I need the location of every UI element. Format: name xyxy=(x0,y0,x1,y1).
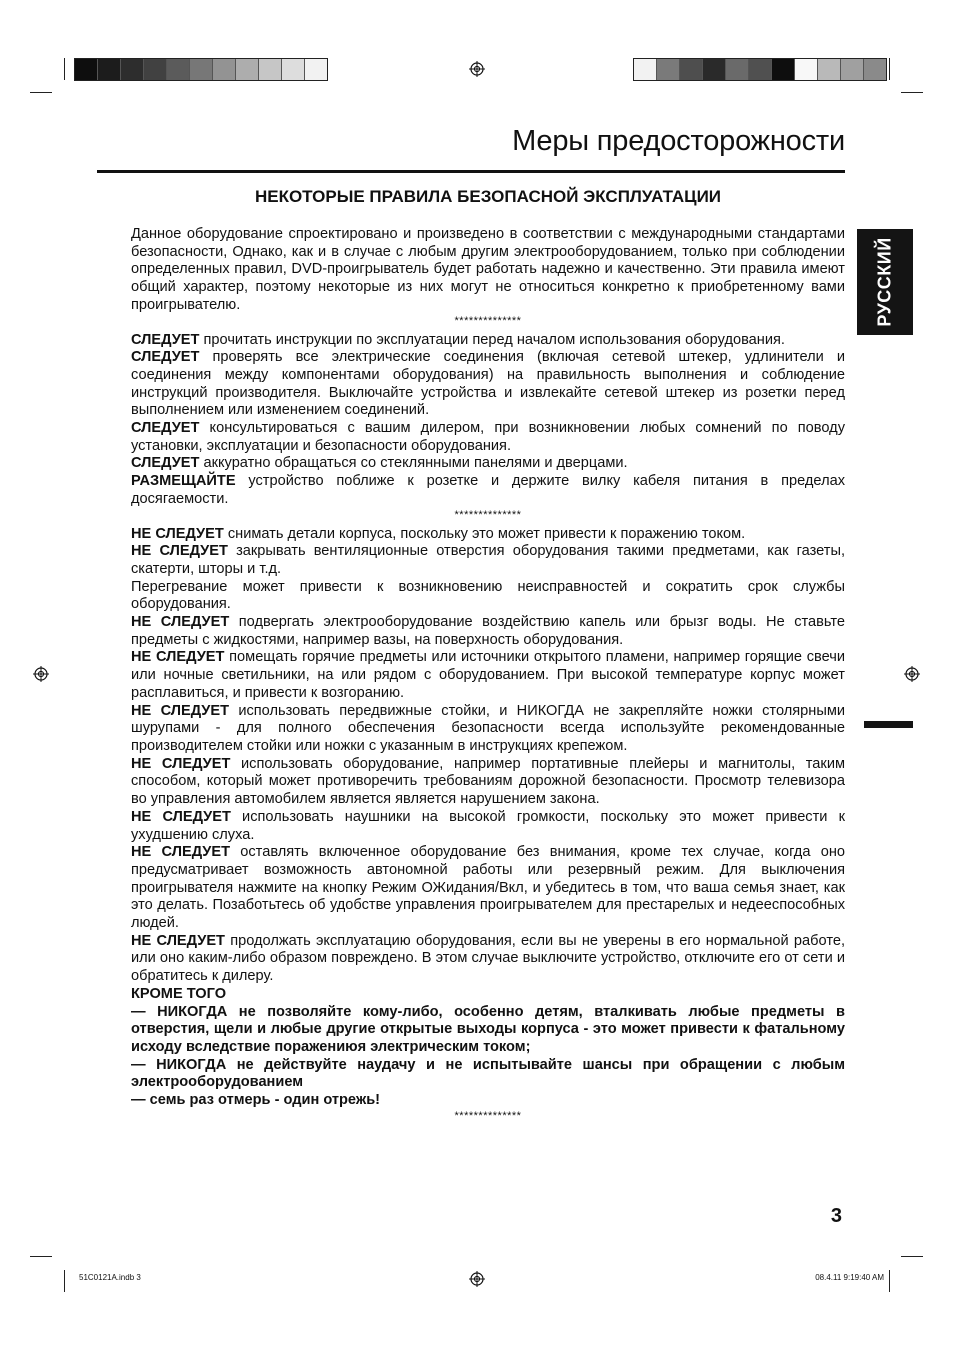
color-swatch xyxy=(213,59,236,80)
color-swatch xyxy=(680,59,703,80)
crop-mark xyxy=(64,58,65,80)
rule-keyword: НЕ СЛЕДУЕТ xyxy=(131,614,230,631)
color-swatch xyxy=(259,59,282,80)
dont-rule-item xyxy=(131,703,845,756)
registration-mark-icon xyxy=(469,1271,485,1287)
rule-keyword: НЕ СЛЕДУЕТ xyxy=(131,649,225,666)
color-swatch xyxy=(726,59,749,80)
registration-mark-icon xyxy=(904,666,920,682)
rule-keyword: СЛЕДУЕТ xyxy=(131,455,200,472)
dont-rules-list xyxy=(131,526,845,986)
title-divider xyxy=(97,170,845,173)
separator: ************** xyxy=(454,1109,522,1122)
besides-heading: КРОМЕ ТОГО xyxy=(131,985,227,1002)
rule-text: помещать горячие предметы или источники открытого пламени, например горящие свечи или ночные светильники, на или рядом с оборудованием. При высокой температуре корпус может расплавиться, и привести к возгоранию. xyxy=(131,649,846,701)
separator: ************** xyxy=(454,314,522,327)
color-strip-right xyxy=(633,58,887,81)
dont-rule-item xyxy=(131,543,845,578)
language-tab-label: РУССКИЙ xyxy=(874,237,895,327)
rule-text: подвергать электрооборудование воздействию капель или брызг воды. Не ставьте предметы с жидкостями, например вазы, на поверхность оборудования. xyxy=(131,614,845,648)
page-number: 3 xyxy=(830,1205,842,1227)
page-title: Меры предосторожности xyxy=(512,125,845,157)
rule-keyword: СЛЕДУЕТ xyxy=(131,349,200,366)
color-swatch xyxy=(634,59,657,80)
crop-mark xyxy=(30,92,52,93)
rule-text: продолжать эксплуатацию оборудования, если вы не уверены в его нормальной работе, или оно каким-либо образом повреждено. В этом случае выключите устройство, отключите его от сети и обратитесь к дилеру. xyxy=(131,932,846,985)
rule-text: прочитать инструкции по эксплуатации перед началом использования оборудования. xyxy=(199,331,785,348)
footer-timestamp: 08.4.11 9:19:40 AM xyxy=(815,1273,884,1282)
color-swatch xyxy=(98,59,121,80)
color-strip-left xyxy=(74,58,328,81)
color-swatch xyxy=(236,59,259,80)
do-rule-item xyxy=(131,349,845,420)
registration-mark-icon xyxy=(469,61,485,77)
rule-text: аккуратно обращаться со стеклянными панелями и дверцами. xyxy=(199,455,628,472)
rule-text: использовать наушники на высокой громкости, поскольку это может привести к ухудшению слуха. xyxy=(131,808,845,843)
color-swatch xyxy=(703,59,726,80)
color-swatch xyxy=(841,59,864,80)
rule-keyword: СЛЕДУЕТ xyxy=(131,331,200,348)
besides-item: — семь раз отмерь - один отрежь! xyxy=(131,1092,381,1109)
crop-mark xyxy=(889,58,890,80)
side-marker-bar xyxy=(864,721,913,728)
dont-rule-item xyxy=(131,933,845,986)
rule-text: устройство поближе к розетке и держите вилку кабеля питания в пределах досягаемости. xyxy=(131,473,845,507)
color-swatch xyxy=(75,59,98,80)
dont-rule-item xyxy=(131,756,845,809)
dont-rule-item xyxy=(131,844,845,933)
do-rules-list xyxy=(131,332,845,509)
rule-keyword: НЕ СЛЕДУЕТ xyxy=(131,808,231,825)
dont-rule-item xyxy=(131,809,845,844)
rule-keyword: НЕ СЛЕДУЕТ xyxy=(131,844,230,861)
rule-keyword: НЕ СЛЕДУЕТ xyxy=(131,543,228,560)
color-swatch xyxy=(864,59,886,80)
rule-text: проверять все электрические соединения (включая сетевой штекер, удлинители и соединения между компонентами оборудования) на правильность выполнения и соблюдение инструкций производителя. Выключайте устройства и извлекайте сетевой штекер из розетки перед выполнением или изменением соединений. xyxy=(131,349,845,419)
crop-mark xyxy=(30,1256,52,1257)
registration-mark-icon xyxy=(33,666,49,682)
color-swatch xyxy=(657,59,680,80)
color-swatch xyxy=(144,59,167,80)
color-swatch xyxy=(772,59,795,80)
crop-mark xyxy=(889,1270,890,1292)
dont-rule-item xyxy=(131,614,845,649)
rule-keyword: СЛЕДУЕТ xyxy=(131,420,200,437)
crop-mark xyxy=(901,1256,923,1257)
color-swatch xyxy=(190,59,213,80)
rule-keyword: НЕ СЛЕДУЕТ xyxy=(131,525,224,542)
besides-item: — НИКОГДА не позволяйте кому-либо, особенно детям, вталкивать любые предметы в отверстия, щели и любые другие открытые выходы корпуса - это может привести к фатальному исходу вследствие поражениюя электрическим током; xyxy=(131,1003,845,1055)
rule-text: Перегревание может привести к возникновению неисправностей и сократить срок службы оборудования. xyxy=(131,578,845,613)
do-rule-item xyxy=(131,332,845,350)
color-swatch xyxy=(818,59,841,80)
safety-rules-body xyxy=(131,226,845,1123)
intro-paragraph: Данное оборудование спроектировано и произведено в соответствии с международными стандартами безопасности, Однако, как и в случае с любым другим электрооборудованием, только при соблюдении определенных правил, DVD-проигрыватель будет работать надежно и качественно. Эти правила имеют общий характер, поэтому некоторые из них могут не относиться конкретно к приобретенному вами проигрывателю. xyxy=(131,226,845,313)
crop-mark xyxy=(64,1270,65,1292)
color-swatch xyxy=(121,59,144,80)
color-swatch xyxy=(282,59,305,80)
rule-text: использовать передвижные стойки, и НИКОГДА не закрепляйте ножки столярными шурупами - для полного обеспечения безопасности всегда используйте рекомендованные производителем стойки или ножки с указанным в инструкциях крепежом. xyxy=(131,702,846,754)
dont-rule-item xyxy=(131,579,845,614)
rule-text: консультироваться с вашим дилером, при возникновении любых сомнений по поводу установки, эксплуатации и безопасности оборудования. xyxy=(131,420,845,454)
color-swatch xyxy=(795,59,818,80)
besides-item: — НИКОГДА не действуйте наудачу и не испытывайте шансы при обращении с любым электрооборудованием xyxy=(131,1056,845,1091)
separator: ************** xyxy=(454,508,522,521)
crop-mark xyxy=(901,92,923,93)
language-tab xyxy=(857,229,913,335)
rule-text: закрывать вентиляционные отверстия оборудования такими предметами, как газеты, скатерти, шторы и т.д. xyxy=(131,543,846,577)
rule-text: снимать детали корпуса, поскольку это может привести к поражению током. xyxy=(223,525,746,542)
rule-text: использовать оборудование, например портативные плейеры и магнитолы, таким способом, который может противоречить требованиям дорожной безопасности. Просмотр телевизора во управления автомобилем является является нарушением закона. xyxy=(131,755,845,808)
dont-rule-item xyxy=(131,526,845,544)
rule-keyword: НЕ СЛЕДУЕТ xyxy=(131,932,225,949)
dont-rule-item xyxy=(131,649,845,702)
color-swatch xyxy=(167,59,190,80)
rule-keyword: НЕ СЛЕДУЕТ xyxy=(131,755,231,772)
do-rule-item xyxy=(131,473,845,508)
do-rule-item xyxy=(131,455,845,473)
section-heading: НЕКОТОРЫЕ ПРАВИЛА БЕЗОПАСНОЙ ЭКСПЛУАТАЦИИ xyxy=(254,187,722,206)
do-rule-item xyxy=(131,420,845,455)
rule-keyword: РАЗМЕЩАЙТЕ xyxy=(131,473,236,490)
rule-text: оставлять включенное оборудование без внимания, кроме тех случае, когда оно предусматривает возможность автономной работы или резервный режим. Для выключения проигрывателя нажмите на кнопку Режим ОЖидания/Вкл, и убедитесь в том, что ваша семья знает, как это делать. Позаботьтесь об удобстве управления проигрывателем для престарелых и недееспособных людей. xyxy=(131,844,845,932)
rule-keyword: НЕ СЛЕДУЕТ xyxy=(131,702,230,719)
color-swatch xyxy=(749,59,772,80)
footer-file-name: 51C0121A.indb 3 xyxy=(79,1273,141,1282)
besides-list xyxy=(131,1004,845,1110)
color-swatch xyxy=(305,59,327,80)
